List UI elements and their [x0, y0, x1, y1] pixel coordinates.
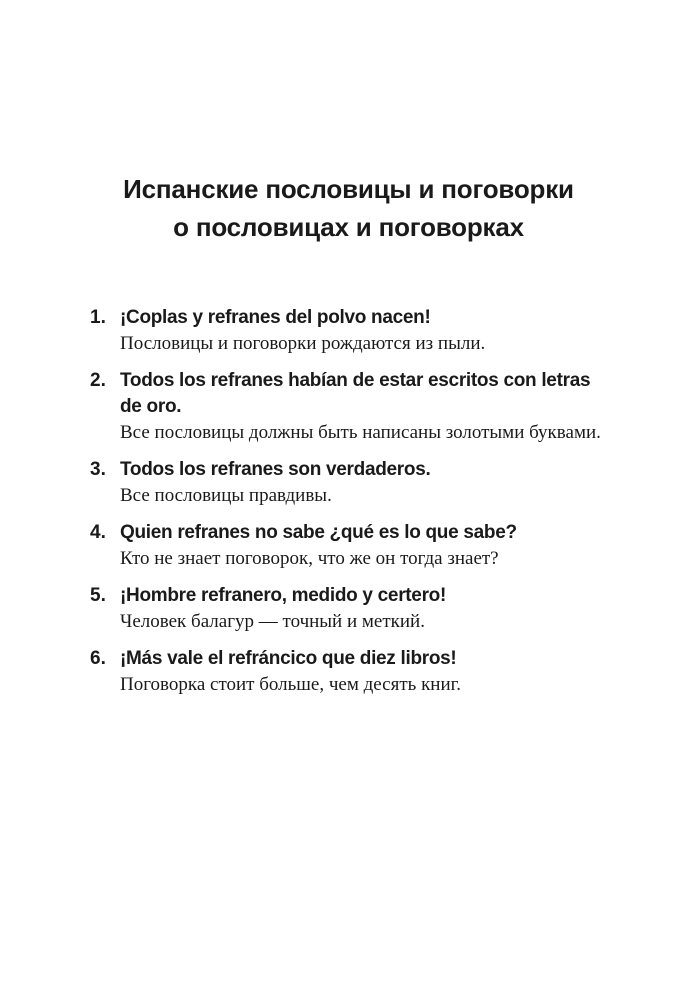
page-title	[0, 170, 697, 246]
spanish-proverb: Quien refranes no sabe ¿qué es lo que sabe?	[120, 522, 517, 543]
russian-translation: Все пословицы должны быть написаны золотыми буквами.	[120, 422, 601, 443]
spanish-proverb: ¡Más vale el refráncico que diez libros!	[120, 648, 457, 669]
item-number: 5.	[90, 585, 106, 606]
list-item	[90, 368, 610, 446]
list-item	[90, 305, 610, 357]
russian-translation: Пословицы и поговорки рождаются из пыли.	[120, 333, 486, 354]
item-number: 6.	[90, 648, 106, 669]
russian-translation: Человек балагур — точный и меткий.	[120, 611, 425, 632]
item-number: 2.	[90, 370, 106, 391]
item-number: 3.	[90, 459, 106, 480]
item-number: 4.	[90, 522, 106, 543]
spanish-proverb: ¡Hombre refranero, medido y certero!	[120, 585, 447, 606]
russian-translation: Все пословицы правдивы.	[120, 485, 332, 506]
title-line-2: о пословицах и поговорках	[173, 212, 524, 242]
item-number: 1.	[90, 307, 106, 328]
spanish-proverb: Todos los refranes son verdaderos.	[120, 459, 431, 480]
russian-translation: Поговорка стоит больше, чем десять книг.	[120, 674, 462, 695]
spanish-proverb: ¡Coplas y refranes del polvo nacen!	[120, 307, 431, 328]
proverb-list	[90, 305, 610, 709]
list-item	[90, 457, 610, 509]
list-item	[90, 583, 610, 635]
title-line-1: Испанские пословицы и поговорки	[123, 174, 574, 204]
list-item	[90, 520, 610, 572]
russian-translation: Кто не знает поговорок, что же он тогда знает?	[120, 548, 499, 569]
spanish-proverb: Todos los refranes habían de estar escritos con letras de oro.	[120, 370, 591, 417]
list-item	[90, 646, 610, 698]
